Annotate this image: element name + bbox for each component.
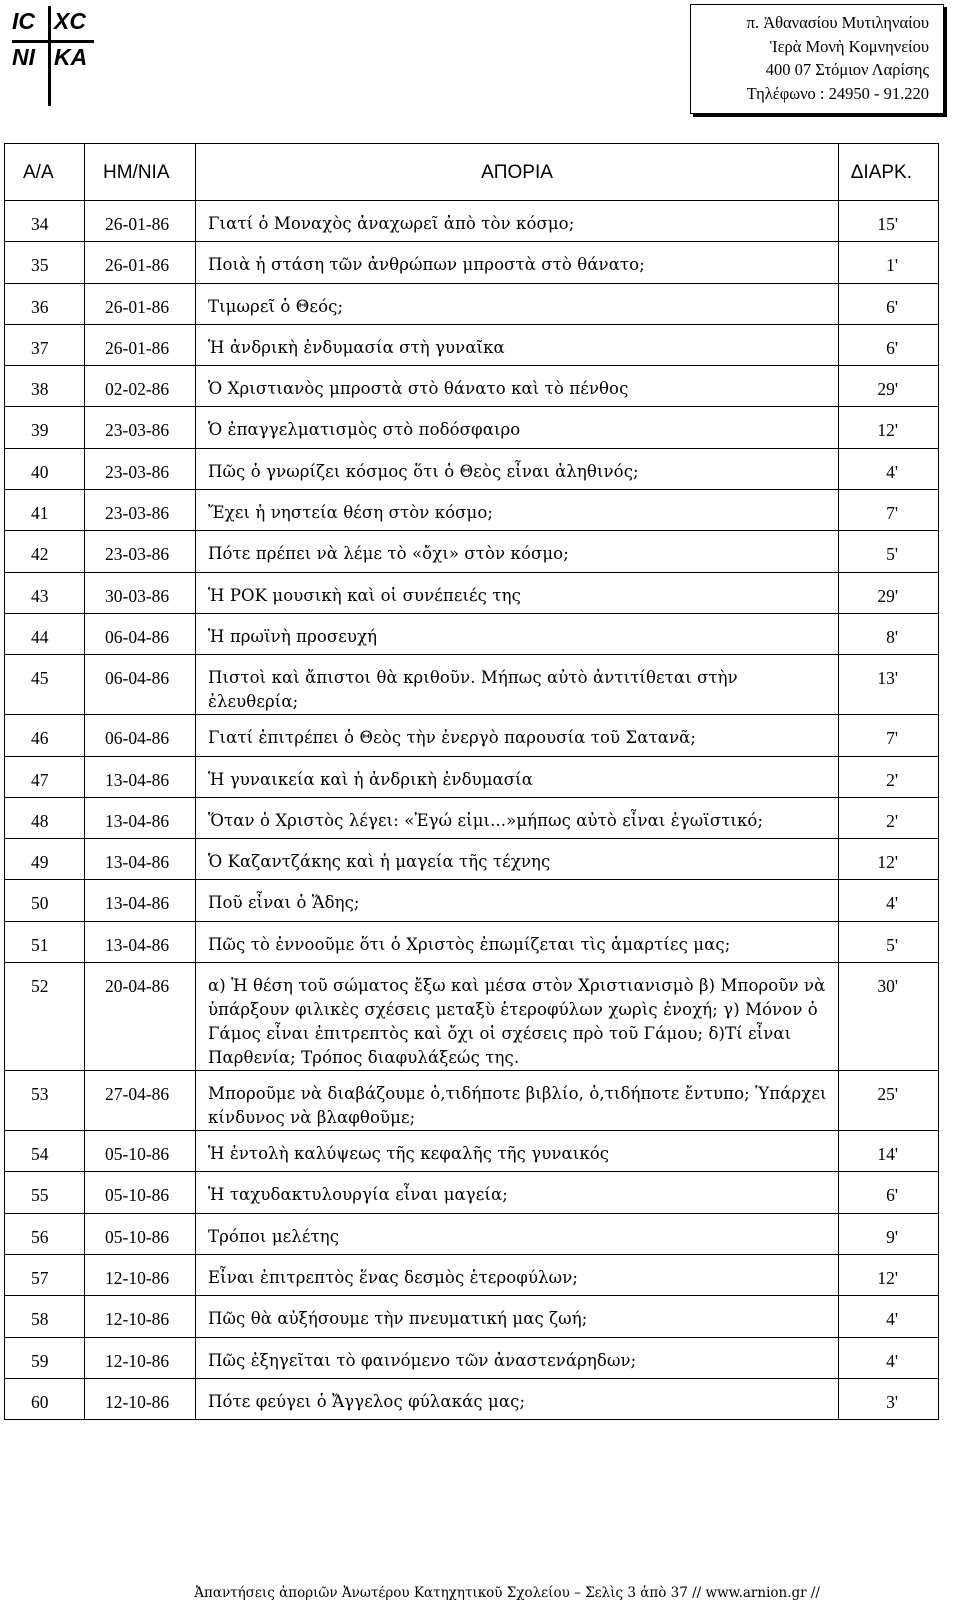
row-duration: 12': [839, 1254, 939, 1295]
row-duration: 29': [839, 572, 939, 613]
row-number: 35: [5, 242, 85, 283]
row-date: 26-01-86: [85, 283, 196, 324]
row-date: 06-04-86: [85, 715, 196, 756]
row-duration: 2': [839, 797, 939, 838]
row-number: 56: [5, 1213, 85, 1254]
row-duration: 29': [839, 366, 939, 407]
logo-ni: NI: [12, 44, 35, 70]
row-date: 13-04-86: [85, 839, 196, 880]
row-question: Ἡ ταχυδακτυλουργία εἶναι μαγεία;: [196, 1172, 839, 1213]
row-duration: 4': [839, 1337, 939, 1378]
row-duration: 14': [839, 1131, 939, 1172]
row-date: 05-10-86: [85, 1172, 196, 1213]
row-date: 30-03-86: [85, 572, 196, 613]
row-date: 13-04-86: [85, 797, 196, 838]
row-date: 23-03-86: [85, 490, 196, 531]
row-question: Ἔχει ἡ νηστεία θέση στὸν κόσμο;: [196, 490, 839, 531]
row-number: 52: [5, 963, 85, 1071]
table-row: [5, 531, 939, 572]
row-date: 02-02-86: [85, 366, 196, 407]
table-header-row: [5, 144, 939, 201]
row-date: 27-04-86: [85, 1071, 196, 1131]
row-question: Πῶς ὁ γνωρίζει κόσμος ὅτι ὁ Θεὸς εἶναι ἀληθινός;: [196, 448, 839, 489]
row-date: 06-04-86: [85, 655, 196, 715]
table-row: [5, 839, 939, 880]
table-row: [5, 880, 939, 921]
row-duration: 30': [839, 963, 939, 1071]
table-row: [5, 242, 939, 283]
header-duration: ΔΙΑΡΚ.: [839, 144, 939, 201]
logo-cross-vertical: [48, 6, 51, 106]
row-number: 58: [5, 1296, 85, 1337]
row-question: Πότε φεύγει ὁ Ἄγγελος φύλακάς μας;: [196, 1378, 839, 1419]
row-duration: 5': [839, 531, 939, 572]
row-duration: 13': [839, 655, 939, 715]
questions-table-wrapper: [4, 143, 938, 1420]
row-number: 34: [5, 201, 85, 242]
row-number: 44: [5, 613, 85, 654]
row-number: 43: [5, 572, 85, 613]
row-number: 51: [5, 921, 85, 962]
table-row: [5, 1131, 939, 1172]
header-num: Α/Α: [5, 144, 85, 201]
row-question: Τιμωρεῖ ὁ Θεός;: [196, 283, 839, 324]
row-duration: 3': [839, 1378, 939, 1419]
row-duration: 1': [839, 242, 939, 283]
table-row: [5, 1296, 939, 1337]
row-number: 42: [5, 531, 85, 572]
row-number: 60: [5, 1378, 85, 1419]
row-question: Ὅταν ὁ Χριστὸς λέγει: «Ἐγώ εἰμι...»μήπως αὐτὸ εἶναι ἐγωϊστικό;: [196, 797, 839, 838]
row-date: 06-04-86: [85, 613, 196, 654]
row-date: 05-10-86: [85, 1131, 196, 1172]
address-postcode: 400 07 Στόμιον Λαρίσης: [765, 60, 929, 79]
address-monastery: Ἱερὰ Μονὴ Κομνηνείου: [769, 36, 929, 56]
row-number: 53: [5, 1071, 85, 1131]
row-question: Μποροῦμε νὰ διαβάζουμε ὁ,τιδήποτε βιβλίο, ὁ,τιδήποτε ἔντυπο; Ὑπάρχει κίνδυνος νὰ βλαφθοῦμε;: [196, 1071, 839, 1131]
table-row: [5, 572, 939, 613]
row-duration: 25': [839, 1071, 939, 1131]
row-duration: 5': [839, 921, 939, 962]
row-date: 20-04-86: [85, 963, 196, 1071]
row-question: Ὁ Χριστιανὸς μπροστὰ στὸ θάνατο καὶ τὸ πένθος: [196, 366, 839, 407]
row-question: Ἡ ΡΟΚ μουσικὴ καὶ οἱ συνέπειές της: [196, 572, 839, 613]
table-row: [5, 1071, 939, 1131]
row-question: Ποιὰ ἡ στάση τῶν ἀνθρώπων μπροστὰ στὸ θάνατο;: [196, 242, 839, 283]
table-row: [5, 797, 939, 838]
row-number: 55: [5, 1172, 85, 1213]
logo-xc: XC: [54, 8, 86, 34]
row-question: Πῶς τὸ ἐννοοῦμε ὅτι ὁ Χριστὸς ἐπωμίζεται τὶς ἁμαρτίες μας;: [196, 921, 839, 962]
table-row: [5, 613, 939, 654]
row-duration: 7': [839, 490, 939, 531]
row-date: 23-03-86: [85, 407, 196, 448]
row-duration: 12': [839, 407, 939, 448]
header-issue: ΑΠΟΡΙΑ: [196, 144, 839, 201]
row-date: 13-04-86: [85, 880, 196, 921]
logo-ka: KA: [54, 44, 88, 70]
table-row: [5, 1213, 939, 1254]
table-row: [5, 201, 939, 242]
row-duration: 12': [839, 839, 939, 880]
row-question: Γιατί ἐπιτρέπει ὁ Θεὸς τὴν ἐνεργὸ παρουσία τοῦ Σατανᾶ;: [196, 715, 839, 756]
row-date: 13-04-86: [85, 756, 196, 797]
table-row: [5, 448, 939, 489]
table-row: [5, 963, 939, 1071]
page-footer: Ἀπαντήσεις ἀποριῶν Ἀνωτέρου Κατηχητικοῦ Σχολείου – Σελὶς 3 ἀπὸ 37 // www.arnion.gr //: [194, 1585, 820, 1601]
row-date: 26-01-86: [85, 242, 196, 283]
logo-cross-horizontal: [12, 40, 94, 43]
row-number: 37: [5, 324, 85, 365]
row-number: 57: [5, 1254, 85, 1295]
row-question: Εἶναι ἐπιτρεπτὸς ἕνας δεσμὸς ἑτεροφύλων;: [196, 1254, 839, 1295]
table-row: [5, 283, 939, 324]
row-date: 26-01-86: [85, 324, 196, 365]
row-duration: 9': [839, 1213, 939, 1254]
row-duration: 8': [839, 613, 939, 654]
row-number: 38: [5, 366, 85, 407]
row-number: 48: [5, 797, 85, 838]
row-question: Πιστοὶ καὶ ἄπιστοι θὰ κριθοῦν. Μήπως αὐτὸ ἀντιτίθεται στὴν ἐλευθερία;: [196, 655, 839, 715]
row-duration: 7': [839, 715, 939, 756]
header-date: ΗΜ/ΝΙΑ: [85, 144, 196, 201]
row-duration: 15': [839, 201, 939, 242]
row-date: 23-03-86: [85, 448, 196, 489]
address-phone: Τηλέφωνο : 24950 - 91.220: [746, 83, 929, 103]
row-number: 46: [5, 715, 85, 756]
table-row: [5, 490, 939, 531]
row-question: Τρόποι μελέτης: [196, 1213, 839, 1254]
table-row: [5, 921, 939, 962]
row-question: Ὁ ἐπαγγελματισμὸς στὸ ποδόσφαιρο: [196, 407, 839, 448]
address-box: [690, 4, 944, 114]
row-number: 59: [5, 1337, 85, 1378]
row-date: 26-01-86: [85, 201, 196, 242]
table-row: [5, 1378, 939, 1419]
row-number: 40: [5, 448, 85, 489]
row-question: Πῶς θὰ αὐξήσουμε τὴν πνευματική μας ζωή;: [196, 1296, 839, 1337]
address-name: π. Ἀθανασίου Μυτιληναίου: [746, 13, 929, 32]
row-number: 36: [5, 283, 85, 324]
row-duration: 6': [839, 1172, 939, 1213]
row-question: Πότε πρέπει νὰ λέμε τὸ «ὄχι» στὸν κόσμο;: [196, 531, 839, 572]
row-duration: 6': [839, 283, 939, 324]
row-date: 12-10-86: [85, 1254, 196, 1295]
row-duration: 2': [839, 756, 939, 797]
row-question: α) Ἡ θέση τοῦ σώματος ἔξω καὶ μέσα στὸν Χριστιανισμὸ β) Μποροῦν νὰ ὑπάρξουν φιλικὲς σχέσεις μεταξὺ ἑτεροφύλων χωρὶς ἐνοχή; γ) Μόνον ὁ Γάμος εἶναι ἐπιτρεπτὸς καὶ ὄχι οἱ σχέσεις πρὸ τοῦ Γάμου; δ)Τί εἶναι Παρθενία; Τρόπος διαφυλάξεώς της.: [196, 963, 839, 1071]
row-number: 49: [5, 839, 85, 880]
row-date: 12-10-86: [85, 1296, 196, 1337]
row-question: Πῶς ἐξηγεῖται τὸ φαινόμενο τῶν ἀναστενάρηδων;: [196, 1337, 839, 1378]
row-question: Ποῦ εἶναι ὁ Ἅδης;: [196, 880, 839, 921]
row-date: 12-10-86: [85, 1337, 196, 1378]
row-date: 13-04-86: [85, 921, 196, 962]
row-question: Γιατί ὁ Μοναχὸς ἀναχωρεῖ ἀπὸ τὸν κόσμο;: [196, 201, 839, 242]
icxc-nika-logo: [12, 6, 96, 106]
row-date: 05-10-86: [85, 1213, 196, 1254]
row-duration: 4': [839, 880, 939, 921]
table-row: [5, 1172, 939, 1213]
table-row: [5, 756, 939, 797]
row-duration: 4': [839, 1296, 939, 1337]
row-question: Ὁ Καζαντζάκης καὶ ἡ μαγεία τῆς τέχνης: [196, 839, 839, 880]
logo-ic: IC: [12, 8, 35, 34]
row-date: 12-10-86: [85, 1378, 196, 1419]
row-number: 41: [5, 490, 85, 531]
row-number: 47: [5, 756, 85, 797]
row-number: 54: [5, 1131, 85, 1172]
table-row: [5, 1337, 939, 1378]
row-question: Ἡ γυναικεία καὶ ἡ ἀνδρικὴ ἐνδυμασία: [196, 756, 839, 797]
row-number: 50: [5, 880, 85, 921]
row-number: 39: [5, 407, 85, 448]
table-row: [5, 655, 939, 715]
questions-table: [4, 143, 939, 1420]
row-question: Ἡ ἀνδρικὴ ἐνδυμασία στὴ γυναῖκα: [196, 324, 839, 365]
table-row: [5, 1254, 939, 1295]
row-duration: 6': [839, 324, 939, 365]
table-row: [5, 324, 939, 365]
row-number: 45: [5, 655, 85, 715]
row-question: Ἡ ἐντολὴ καλύψεως τῆς κεφαλῆς τῆς γυναικός: [196, 1131, 839, 1172]
table-row: [5, 407, 939, 448]
table-row: [5, 366, 939, 407]
row-duration: 4': [839, 448, 939, 489]
table-row: [5, 715, 939, 756]
row-date: 23-03-86: [85, 531, 196, 572]
table-body: [5, 201, 939, 1420]
row-question: Ἡ πρωϊνὴ προσευχή: [196, 613, 839, 654]
